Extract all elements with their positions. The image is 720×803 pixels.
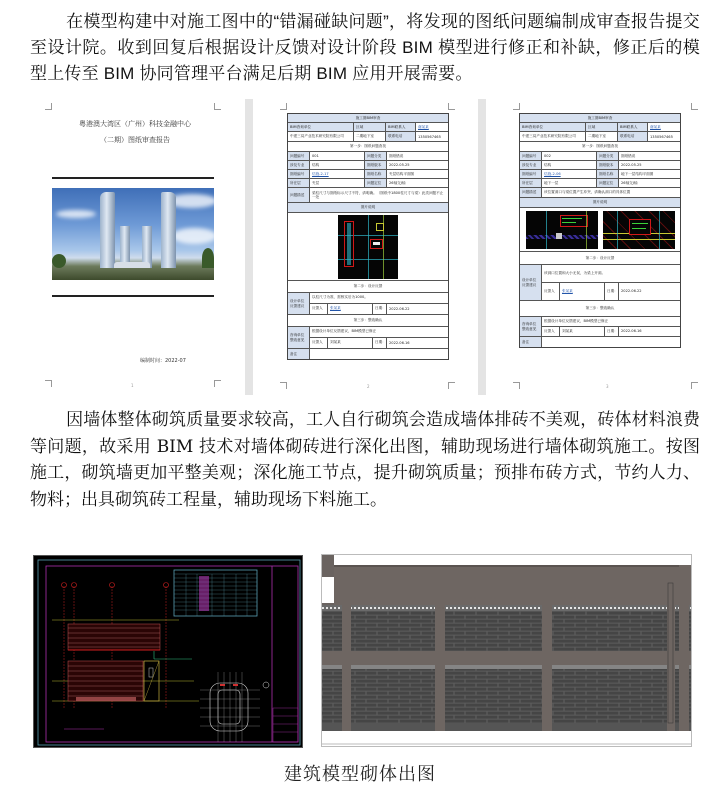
field-label: 图纸名称 <box>597 170 619 178</box>
field-value: 夹层结构平面图 <box>389 171 415 176</box>
drawing-number-link[interactable]: 结施-2-17 <box>310 170 365 178</box>
masonry-paragraph <box>30 407 700 513</box>
table-title: 施工图BIM审查 <box>288 114 448 122</box>
field-value: 结构 <box>542 161 597 169</box>
step2-header: 第二步：设计反馈 <box>585 255 615 260</box>
field-value: 26轴交J轴 <box>621 180 638 185</box>
masonry-paragraph-text: 因墙体整体砌筑质量要求较高，工人自行砌筑会造成墙体排砖不美观，砖体材料浪费等问题，故采用 BIM 技术对墙体砌砖进行深化出图，辅助现场进行墙体砌筑施工。按图施工，砌筑墙更加平整美观；深化施工节点，提升砌筑质量；预排布砖方式，节约人力、物料；出具砌筑砖工程量，辅助现场下料施工。 <box>30 410 700 510</box>
feedback-person-label: 反馈人 <box>310 304 328 314</box>
cover-divider-top <box>52 177 214 179</box>
field-value: 地下一层 <box>542 179 597 187</box>
report-page-thumbnails <box>0 95 720 400</box>
area-label: 区域 <box>354 123 386 131</box>
unit-value: 中建三局产业技术研究院有限公司 <box>520 132 586 141</box>
building-rendering-image <box>52 188 214 280</box>
page-number: 1 <box>131 383 134 388</box>
issue-cad-screenshot-right <box>603 211 675 249</box>
area-value: 二期地下室 <box>586 132 618 141</box>
confirm-date: 2022.06.16 <box>389 340 410 345</box>
field-value: 图纸错误 <box>389 153 404 158</box>
issue-cad-screenshot-left <box>526 211 598 249</box>
feedback-label: 设计单位反馈建议 <box>288 293 310 314</box>
field-label: 涉及专业 <box>288 161 310 169</box>
field-value: 26轴交J轴 <box>389 180 406 185</box>
field-label: 图纸版本 <box>365 161 387 169</box>
confirm-value: 根据设计单位反馈建议，BIM模型已修正 <box>542 317 680 327</box>
intro-paragraph <box>30 9 700 87</box>
confirm-value: 根据设计单位反馈建议，BIM模型已修正 <box>310 327 448 338</box>
image-header: 图片说明 <box>288 203 448 212</box>
description-label: 问题描述 <box>288 188 310 202</box>
phone-value: 1350567465 <box>650 134 673 139</box>
feedback-label: 设计单位反馈建议 <box>520 265 542 300</box>
confirm-date-label: 日期： <box>605 327 619 336</box>
review-page-1 <box>253 95 475 395</box>
field-label: 问题编号 <box>288 152 310 160</box>
field-label: 问题定位 <box>597 179 619 187</box>
review-page-2 <box>486 95 720 395</box>
field-label: 所在层 <box>288 179 310 187</box>
remark-value <box>542 337 680 347</box>
field-value: 地下一层结构平面图 <box>621 171 654 176</box>
feedback-person-link[interactable]: 张某某 <box>328 304 373 314</box>
phone-label: 联系电话 <box>386 132 416 141</box>
unit-value: 中建三局产业技术研究院有限公司 <box>288 132 354 141</box>
feedback-date: 2022.06.22 <box>621 289 642 294</box>
phone-value: 1350567465 <box>418 134 441 139</box>
masonry-cad-drawing <box>33 555 303 748</box>
step1-header: 第一步：图纸问题查找 <box>582 144 618 148</box>
issue-cad-screenshot <box>338 215 398 279</box>
drawing-number-link[interactable]: 结施-2-06 <box>542 170 597 178</box>
confirm-person-label: 反馈人 <box>542 327 560 336</box>
field-label: 所在层 <box>520 179 542 187</box>
phone-label: 联系电话 <box>618 132 648 141</box>
remark-value <box>310 349 448 359</box>
page-number: 2 <box>367 384 370 389</box>
cover-date: 编制时间：2022-07 <box>140 358 186 364</box>
review-table-1 <box>287 113 449 360</box>
masonry-bim-model <box>321 554 692 747</box>
contact-label: BIM联系人 <box>618 123 648 131</box>
field-label: 问题定位 <box>365 179 387 187</box>
image-header: 图片说明 <box>520 198 680 207</box>
remark-label: 备注 <box>288 349 310 359</box>
unit-label: BIM咨询单位 <box>520 123 586 131</box>
area-label: 区域 <box>586 123 618 131</box>
area-value: 二期地下室 <box>354 132 386 141</box>
contact-link[interactable]: 谢某某 <box>418 124 429 129</box>
feedback-date-label: 日期： <box>373 304 387 314</box>
confirm-person: 刘某某 <box>560 327 605 336</box>
figure-caption: 建筑模型砌体出图 <box>284 764 436 785</box>
feedback-date: 2022.06.22 <box>389 306 410 311</box>
field-value: 002 <box>542 152 597 160</box>
step2-header: 第二步：设计反馈 <box>353 284 383 288</box>
feedback-value: 该洞口位置和大小无误，为梁上开洞。 <box>542 265 680 283</box>
review-table-2 <box>519 113 681 348</box>
cover-divider-bottom <box>52 295 214 297</box>
step3-header: 第三步：整改确认 <box>353 318 383 322</box>
field-label: 问题分类 <box>597 152 619 160</box>
field-label: 涉及专业 <box>520 161 542 169</box>
feedback-person-label: 反馈人 <box>542 283 560 300</box>
contact-link[interactable]: 谢某某 <box>650 124 661 129</box>
field-value: 2022.05.25 <box>389 163 410 167</box>
cover-title-line1: 粤港澳大湾区（广州）科技金融中心 <box>79 120 191 128</box>
remark-label: 备注 <box>520 337 542 347</box>
field-value: 夹层 <box>310 179 365 187</box>
field-label: 问题分类 <box>365 152 387 160</box>
feedback-value: 以柱尺寸为准，需核实后为1000。 <box>310 293 448 304</box>
field-value: 结构 <box>310 161 365 169</box>
page-separator <box>478 99 486 395</box>
unit-label: BIM咨询单位 <box>288 123 354 131</box>
field-label: 图纸编号 <box>288 170 310 178</box>
contact-label: BIM联系人 <box>386 123 416 131</box>
description-label: 问题描述 <box>520 188 542 197</box>
step1-header: 第一步：图纸问题查找 <box>350 144 386 148</box>
page-separator <box>245 99 253 395</box>
feedback-person-link[interactable]: 张某某 <box>560 283 605 300</box>
field-label: 图纸编号 <box>520 170 542 178</box>
confirm-person: 刘某某 <box>328 338 373 348</box>
description-value: 该位置洞口与梁位置产生冲突，请确认洞口的具体位置 <box>544 190 631 194</box>
field-label: 图纸名称 <box>365 170 387 178</box>
description-value: 梁柱尺寸与图纸标示尺寸不符，请明确。（图纸中1800柱尺寸与梁）此类问题不止一处 <box>312 190 444 199</box>
page-number: 3 <box>606 384 609 389</box>
confirm-person-label: 反馈人 <box>310 338 328 348</box>
field-label: 图纸版本 <box>597 161 619 169</box>
field-label: 问题编号 <box>520 152 542 160</box>
cover-title-line2: （二期）图纸审查报告 <box>100 136 170 144</box>
feedback-date-label: 日期： <box>605 283 619 300</box>
step3-header: 第三步：整改确认 <box>585 306 615 310</box>
cover-page <box>30 95 240 395</box>
field-value: 图纸错误 <box>621 153 636 158</box>
confirm-label: 咨询单位整改意见 <box>288 327 310 348</box>
confirm-label: 咨询单位整改意见 <box>520 317 542 336</box>
confirm-date: 2022.06.16 <box>621 329 642 334</box>
intro-paragraph-text: 在模型构建中对施工图中的“错漏碰缺问题”，将发现的图纸问题编制成审查报告提交至设计院。收到回复后根据设计反馈对设计阶段 BIM 模型进行修正和补缺，修正后的模型上传至 BIM 协同管理平台满足后期 BIM 应用开展需要。 <box>30 12 700 83</box>
confirm-date-label: 日期： <box>373 338 387 348</box>
table-title: 施工图BIM审查 <box>520 114 680 122</box>
field-value: 2022.05.25 <box>621 163 642 167</box>
field-value: 001 <box>310 152 365 160</box>
